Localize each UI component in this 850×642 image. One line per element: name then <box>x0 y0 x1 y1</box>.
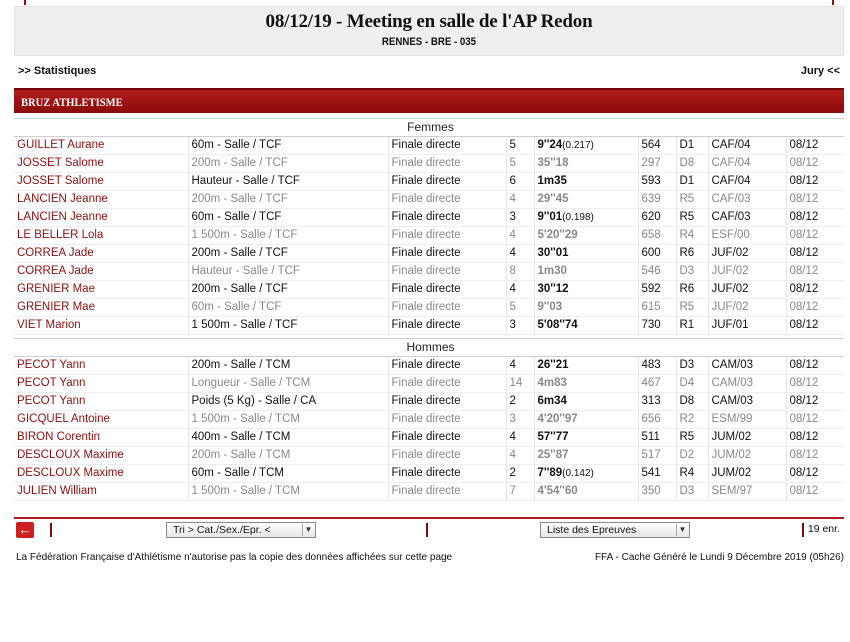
results-table <box>14 118 844 501</box>
category: CAM/03 <box>708 393 786 411</box>
event-name: 1 500m - Salle / TCM <box>188 483 388 501</box>
event-name: 1 500m - Salle / TCM <box>188 411 388 429</box>
place: 4 <box>506 447 534 465</box>
athlete-name[interactable]: LANCIEN Jeanne <box>14 209 188 227</box>
round: Finale directe <box>388 299 506 317</box>
round: Finale directe <box>388 245 506 263</box>
date: 08/12 <box>786 357 844 375</box>
category: CAM/03 <box>708 357 786 375</box>
performance-value: 29''45 <box>537 193 569 205</box>
place: 3 <box>506 317 534 335</box>
place: 14 <box>506 375 534 393</box>
place: 4 <box>506 429 534 447</box>
date: 08/12 <box>786 209 844 227</box>
page-title: 08/12/19 - Meeting en salle de l'AP Redon <box>265 11 593 32</box>
round: Finale directe <box>388 191 506 209</box>
performance <box>534 447 638 465</box>
athlete-name[interactable]: DESCLOUX Maxime <box>14 465 188 483</box>
performance <box>534 299 638 317</box>
level: D3 <box>676 483 708 501</box>
table-row[interactable] <box>14 465 844 483</box>
points: 517 <box>638 447 676 465</box>
table-row[interactable] <box>14 393 844 411</box>
table-row[interactable] <box>14 411 844 429</box>
round: Finale directe <box>388 155 506 173</box>
performance <box>534 483 638 501</box>
wind-note: (0.217) <box>562 140 594 151</box>
points: 350 <box>638 483 676 501</box>
event-name: 400m - Salle / TCM <box>188 429 388 447</box>
date: 08/12 <box>786 155 844 173</box>
performance <box>534 465 638 483</box>
athlete-name[interactable]: GRENIER Mae <box>14 281 188 299</box>
table-row[interactable] <box>14 357 844 375</box>
performance <box>534 191 638 209</box>
table-row[interactable] <box>14 155 844 173</box>
date: 08/12 <box>786 137 844 155</box>
table-row[interactable] <box>14 447 844 465</box>
category: CAF/04 <box>708 173 786 191</box>
section-header-row <box>14 339 844 357</box>
points: 297 <box>638 155 676 173</box>
place: 4 <box>506 281 534 299</box>
level: D8 <box>676 393 708 411</box>
date: 08/12 <box>786 281 844 299</box>
round: Finale directe <box>388 375 506 393</box>
performance <box>534 245 638 263</box>
wind-note: (0.198) <box>562 212 594 223</box>
athlete-name[interactable]: CORREA Jade <box>14 263 188 281</box>
jury-link[interactable]: Jury << <box>800 65 840 77</box>
points: 546 <box>638 263 676 281</box>
performance <box>534 137 638 155</box>
points: 483 <box>638 357 676 375</box>
club-name: BRUZ ATHLETISME <box>21 95 123 109</box>
points: 620 <box>638 209 676 227</box>
athlete-name[interactable]: PECOT Yann <box>14 357 188 375</box>
performance-value: 1m35 <box>537 175 567 187</box>
level: R5 <box>676 191 708 209</box>
bottom-nav <box>14 517 844 541</box>
performance-value: 4'20''97 <box>537 413 578 425</box>
sort-select[interactable] <box>166 522 316 538</box>
table-row[interactable] <box>14 263 844 281</box>
performance <box>534 155 638 173</box>
performance <box>534 209 638 227</box>
table-row[interactable] <box>14 299 844 317</box>
date: 08/12 <box>786 429 844 447</box>
place: 7 <box>506 483 534 501</box>
table-row[interactable] <box>14 429 844 447</box>
separator <box>50 523 52 537</box>
points: 313 <box>638 393 676 411</box>
athlete-name[interactable]: BIRON Corentin <box>14 429 188 447</box>
round: Finale directe <box>388 429 506 447</box>
event-name: 200m - Salle / TCM <box>188 357 388 375</box>
epreuves-select[interactable] <box>540 522 690 538</box>
points: 592 <box>638 281 676 299</box>
sort-select-value: Tri > Cat./Sex./Epr. < <box>173 524 271 536</box>
performance <box>534 393 638 411</box>
category: JUF/01 <box>708 317 786 335</box>
performance <box>534 173 638 191</box>
level: R6 <box>676 281 708 299</box>
separator <box>426 523 428 537</box>
category: CAF/04 <box>708 137 786 155</box>
athlete-name[interactable]: PECOT Yann <box>14 393 188 411</box>
performance <box>534 429 638 447</box>
date: 08/12 <box>786 411 844 429</box>
table-row[interactable] <box>14 245 844 263</box>
statistiques-link[interactable]: >> Statistiques <box>18 65 97 77</box>
round: Finale directe <box>388 357 506 375</box>
performance <box>534 317 638 335</box>
meeting-location: RENNES - BRE - 035 <box>381 36 477 48</box>
points: 615 <box>638 299 676 317</box>
round: Finale directe <box>388 281 506 299</box>
athlete-name[interactable]: VIET Marion <box>14 317 188 335</box>
athlete-name[interactable]: JOSSET Salome <box>14 155 188 173</box>
table-row[interactable] <box>14 483 844 501</box>
table-row[interactable] <box>14 209 844 227</box>
points: 511 <box>638 429 676 447</box>
category: CAF/03 <box>708 191 786 209</box>
category: JUF/02 <box>708 263 786 281</box>
athlete-name[interactable]: JOSSET Salome <box>14 173 188 191</box>
category: JUF/02 <box>708 281 786 299</box>
athlete-name[interactable]: PECOT Yann <box>14 375 188 393</box>
performance-value: 5'20''29 <box>537 229 578 241</box>
athlete-name[interactable]: LE BELLER Lola <box>14 227 188 245</box>
date: 08/12 <box>786 375 844 393</box>
place: 4 <box>506 357 534 375</box>
athlete-name[interactable]: GUILLET Aurane <box>14 137 188 155</box>
round: Finale directe <box>388 263 506 281</box>
event-name: 60m - Salle / TCF <box>188 137 388 155</box>
level: R4 <box>676 227 708 245</box>
table-row[interactable] <box>14 317 844 335</box>
performance-value: 30''12 <box>537 283 569 295</box>
event-name: 60m - Salle / TCF <box>188 299 388 317</box>
event-name: 200m - Salle / TCF <box>188 155 388 173</box>
place: 2 <box>506 393 534 411</box>
cache-timestamp: FFA - Cache Généré le Lundi 9 Décembre 2019 (05h26) <box>594 552 844 563</box>
event-name: 200m - Salle / TCF <box>188 281 388 299</box>
back-arrow-icon[interactable]: ← <box>16 522 34 538</box>
event-name: 60m - Salle / TCF <box>188 209 388 227</box>
place: 4 <box>506 227 534 245</box>
category: CAF/03 <box>708 209 786 227</box>
table-row[interactable] <box>14 375 844 393</box>
section-label: Hommes <box>14 339 844 357</box>
date: 08/12 <box>786 393 844 411</box>
points: 658 <box>638 227 676 245</box>
points: 541 <box>638 465 676 483</box>
top-mark <box>24 0 26 5</box>
round: Finale directe <box>388 483 506 501</box>
wind-note: (0.142) <box>562 468 594 479</box>
performance-value: 25''87 <box>537 449 569 461</box>
date: 08/12 <box>786 299 844 317</box>
level: R5 <box>676 429 708 447</box>
performance-value: 1m30 <box>537 265 567 277</box>
table-row[interactable] <box>14 191 844 209</box>
date: 08/12 <box>786 483 844 501</box>
round: Finale directe <box>388 173 506 191</box>
event-name: Longueur - Salle / TCM <box>188 375 388 393</box>
chevron-down-icon: ▼ <box>676 524 688 536</box>
event-name: 1 500m - Salle / TCF <box>188 227 388 245</box>
performance-value: 57''77 <box>537 431 569 443</box>
place: 5 <box>506 299 534 317</box>
section-label: Femmes <box>14 119 844 137</box>
category: JUM/02 <box>708 447 786 465</box>
date: 08/12 <box>786 173 844 191</box>
event-name: 200m - Salle / TCF <box>188 245 388 263</box>
points: 639 <box>638 191 676 209</box>
level: R4 <box>676 465 708 483</box>
place: 4 <box>506 191 534 209</box>
round: Finale directe <box>388 393 506 411</box>
performance <box>534 263 638 281</box>
place: 4 <box>506 245 534 263</box>
date: 08/12 <box>786 245 844 263</box>
level: R5 <box>676 209 708 227</box>
category: JUM/02 <box>708 429 786 447</box>
table-row[interactable] <box>14 281 844 299</box>
place: 8 <box>506 263 534 281</box>
level: D8 <box>676 155 708 173</box>
level: D1 <box>676 137 708 155</box>
event-name: 1 500m - Salle / TCF <box>188 317 388 335</box>
record-count: 19 enr. <box>807 523 840 535</box>
copyright-notice: La Fédération Française d'Athlétisme n'autorise pas la copie des données affichées sur cette page <box>16 552 453 563</box>
performance-value: 35''18 <box>537 157 569 169</box>
performance-value: 9''03 <box>537 301 563 313</box>
date: 08/12 <box>786 317 844 335</box>
date: 08/12 <box>786 227 844 245</box>
top-mark <box>832 0 834 5</box>
performance-value: 9''24 <box>537 139 563 151</box>
event-name: 200m - Salle / TCM <box>188 447 388 465</box>
meeting-header <box>14 6 844 56</box>
points: 467 <box>638 375 676 393</box>
round: Finale directe <box>388 465 506 483</box>
performance-value: 4m83 <box>537 377 567 389</box>
category: JUM/02 <box>708 465 786 483</box>
performance-value: 4'54''60 <box>537 485 578 497</box>
separator <box>802 523 804 537</box>
level: D3 <box>676 263 708 281</box>
place: 6 <box>506 173 534 191</box>
performance <box>534 411 638 429</box>
athlete-name[interactable]: LANCIEN Jeanne <box>14 191 188 209</box>
event-name: Hauteur - Salle / TCF <box>188 263 388 281</box>
level: R2 <box>676 411 708 429</box>
category: CAM/03 <box>708 375 786 393</box>
athlete-name[interactable]: JULIEN William <box>14 483 188 501</box>
place: 2 <box>506 465 534 483</box>
category: JUF/02 <box>708 245 786 263</box>
category: CAF/04 <box>708 155 786 173</box>
level: D2 <box>676 447 708 465</box>
date: 08/12 <box>786 465 844 483</box>
athlete-name[interactable]: GRENIER Mae <box>14 299 188 317</box>
level: D1 <box>676 173 708 191</box>
club-header <box>14 88 844 113</box>
athlete-name[interactable]: GICQUEL Antoine <box>14 411 188 429</box>
performance-value: 7''89 <box>537 467 563 479</box>
points: 656 <box>638 411 676 429</box>
points: 593 <box>638 173 676 191</box>
category: SEM/97 <box>708 483 786 501</box>
performance-value: 6m34 <box>537 395 567 407</box>
performance <box>534 227 638 245</box>
chevron-down-icon: ▼ <box>302 524 314 536</box>
level: D3 <box>676 357 708 375</box>
level: R5 <box>676 299 708 317</box>
table-row[interactable] <box>14 227 844 245</box>
table-row[interactable] <box>14 173 844 191</box>
level: R1 <box>676 317 708 335</box>
performance-value: 5'08''74 <box>537 319 578 331</box>
athlete-name[interactable]: CORREA Jade <box>14 245 188 263</box>
date: 08/12 <box>786 191 844 209</box>
points: 564 <box>638 137 676 155</box>
performance-value: 30''01 <box>537 247 569 259</box>
epreuves-select-value: Liste des Epreuves <box>547 524 637 536</box>
event-name: 60m - Salle / TCM <box>188 465 388 483</box>
table-row[interactable] <box>14 137 844 155</box>
level: D4 <box>676 375 708 393</box>
round: Finale directe <box>388 209 506 227</box>
category: JUF/02 <box>708 299 786 317</box>
place: 5 <box>506 155 534 173</box>
event-name: Poids (5 Kg) - Salle / CA <box>188 393 388 411</box>
round: Finale directe <box>388 411 506 429</box>
performance <box>534 375 638 393</box>
points: 600 <box>638 245 676 263</box>
performance-value: 9''01 <box>537 211 563 223</box>
event-name: 200m - Salle / TCF <box>188 191 388 209</box>
round: Finale directe <box>388 447 506 465</box>
points: 730 <box>638 317 676 335</box>
place: 3 <box>506 411 534 429</box>
performance <box>534 281 638 299</box>
category: ESF/00 <box>708 227 786 245</box>
event-name: Hauteur - Salle / TCF <box>188 173 388 191</box>
level: R6 <box>676 245 708 263</box>
round: Finale directe <box>388 137 506 155</box>
date: 08/12 <box>786 263 844 281</box>
section-header-row <box>14 119 844 137</box>
performance-value: 26''21 <box>537 359 569 371</box>
performance <box>534 357 638 375</box>
place: 3 <box>506 209 534 227</box>
round: Finale directe <box>388 317 506 335</box>
athlete-name[interactable]: DESCLOUX Maxime <box>14 447 188 465</box>
round: Finale directe <box>388 227 506 245</box>
place: 5 <box>506 137 534 155</box>
date: 08/12 <box>786 447 844 465</box>
category: ESM/99 <box>708 411 786 429</box>
